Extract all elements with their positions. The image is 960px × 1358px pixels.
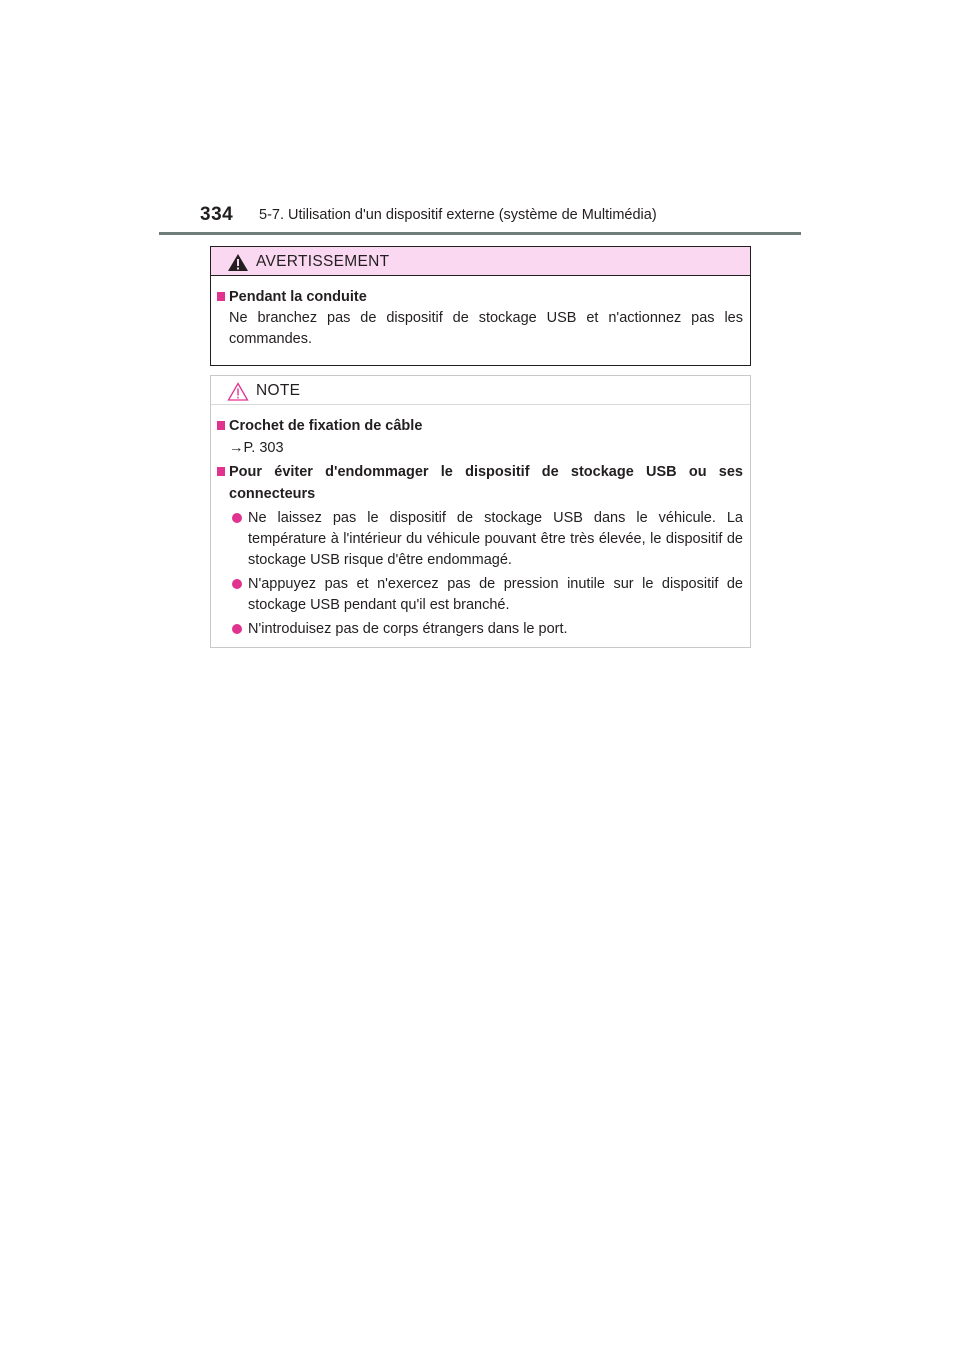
note-label: NOTE bbox=[256, 382, 301, 399]
note-box bbox=[210, 375, 751, 648]
square-bullet-icon bbox=[217, 421, 225, 430]
warning-label: AVERTISSEMENT bbox=[256, 253, 390, 270]
warning-body bbox=[211, 276, 750, 350]
note-item-title: Pour éviter d'endommager le dispositif de stockage USB ou ses connecteurs bbox=[217, 461, 743, 505]
list-item: N'appuyez pas et n'exercez pas de pression inutile sur le dispositif de stockage USB pendant qu'il est branché. bbox=[217, 574, 743, 616]
page-header bbox=[200, 204, 820, 230]
square-bullet-icon bbox=[217, 292, 225, 301]
note-body bbox=[211, 405, 750, 640]
list-item: N'introduisez pas de corps étrangers dans le port. bbox=[217, 619, 743, 640]
round-bullet-icon bbox=[232, 624, 242, 634]
note-item-title: Crochet de fixation de câble bbox=[217, 415, 743, 437]
note-header bbox=[211, 376, 750, 405]
round-bullet-icon bbox=[232, 579, 242, 589]
section-title: 5-7. Utilisation d'un dispositif externe (système de Multimédia) bbox=[259, 207, 657, 223]
list-item: Ne laissez pas le dispositif de stockage USB dans le véhicule. La température à l'intérieur du véhicule pouvant être très élevée, le dispositif de stockage USB risque d'être endommagé. bbox=[217, 508, 743, 571]
warning-box bbox=[210, 246, 751, 366]
round-bullet-icon bbox=[232, 513, 242, 523]
warning-item-title: Pendant la conduite bbox=[217, 286, 743, 308]
page-number: 334 bbox=[200, 204, 234, 225]
header-rule bbox=[159, 232, 801, 235]
warning-item-text: Ne branchez pas de dispositif de stockage USB et n'actionnez pas les commandes. bbox=[229, 310, 743, 347]
square-bullet-icon bbox=[217, 467, 225, 476]
caution-triangle-icon bbox=[227, 382, 249, 401]
page-reference: →P. 303 bbox=[229, 440, 284, 456]
warning-header bbox=[211, 247, 750, 276]
warning-triangle-icon bbox=[227, 253, 249, 272]
